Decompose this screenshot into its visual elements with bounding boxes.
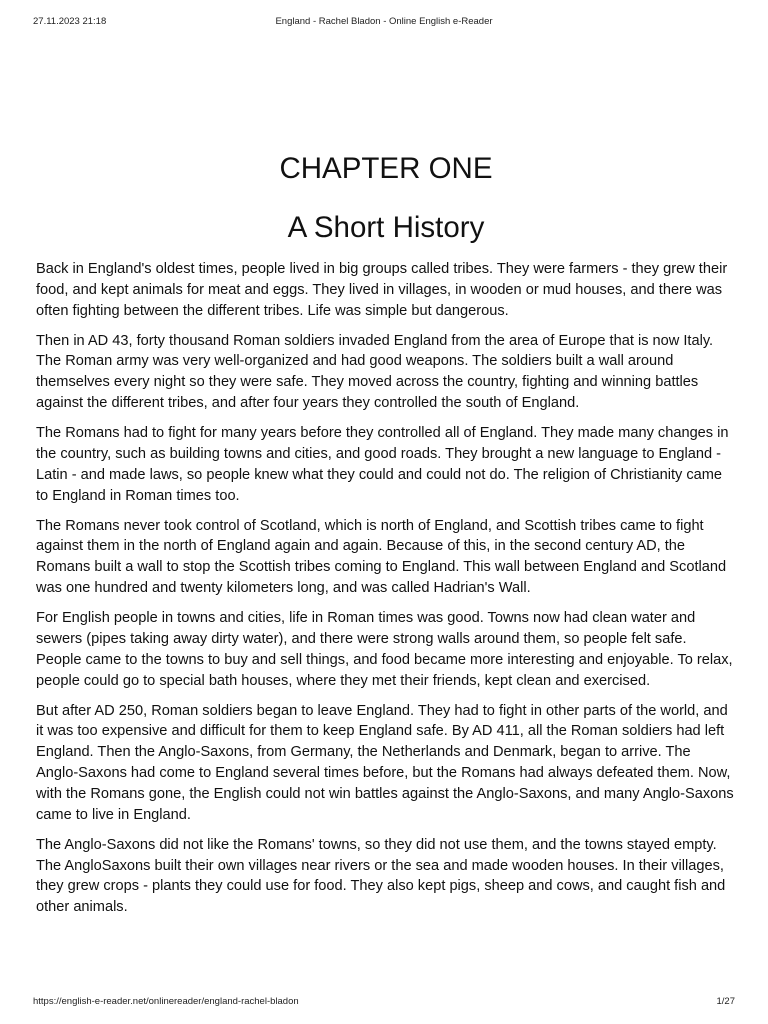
paragraph-7: The Anglo-Saxons did not like the Romans' towns, so they did not use them, and the towns stayed empty. The AngloSaxons built their own villages near rivers or the sea and made wooden houses. In their villages, they grew crops - plants they could use for food. They also kept pigs, sheep and cows, and caught fish and other animals. [36, 836, 726, 916]
print-footer [33, 996, 735, 1010]
chapter-subtitle: A Short History [287, 211, 485, 244]
chapter-heading: CHAPTER ONE [279, 152, 493, 185]
reader-content [36, 148, 736, 927]
paragraph-2: Then in AD 43, forty thousand Roman soldiers invaded England from the area of Europe that is now Italy. The Roman army was very well-organized and had good weapons. The soldiers built a wall around themselves every night so they were safe. They moved across the country, fighting and winning battles against the different tribes, and after four years they controlled the south of England. [36, 332, 714, 412]
document-title: England - Rachel Bladon - Online English e-Reader [275, 16, 493, 27]
paragraph-1: Back in England's oldest times, people lived in big groups called tribes. They were farmers - they grew their food, and kept animals for meat and eggs. They lived in villages, in wooden or mud houses, and there was often fighting between the different tribes. Life was simple but dangerous. [36, 261, 728, 319]
page-url: https://english-e-reader.net/onlinereader/england-rachel-bladon [33, 996, 299, 1007]
paragraph-6: But after AD 250, Roman soldiers began to leave England. They had to fight in other parts of the world, and it was too expensive and difficult for them to keep England safe. By AD 411, all the Roman soldiers had left England. Then the Anglo-Saxons, from Germany, the Netherlands and Denmark, began to arrive. The Anglo-Saxons had come to England several times before, but the Romans had always defeated them. Now, with the Romans gone, the English could not win battles against the Anglo-Saxons, and many Anglo-Saxons came to live in England. [36, 702, 734, 823]
paragraph-4: The Romans never took control of Scotland, which is north of England, and Scottish tribes came to fight against them in the north of England again and again. Because of this, in the second century AD, the Romans built a wall to stop the Scottish tribes coming to England. This wall between England and Scotland was one hundred and twenty kilometers long, and was called Hadrian's Wall. [36, 517, 727, 597]
paragraph-3: The Romans had to fight for many years before they controlled all of England. They made many changes in the country, such as building towns and cities, and good roads. They brought a new language to England - Latin - and made laws, so people knew what they could and could not do. The religion of Christianity came to England in Roman times too. [36, 425, 729, 504]
page-number: 1/27 [716, 996, 735, 1007]
print-header [33, 16, 735, 30]
paragraph-5: For English people in towns and cities, life in Roman times was good. Towns now had clean water and sewers (pipes taking away dirty water), and there were strong walls around them, so people felt safe. People came to the towns to buy and sell things, and food became more interesting and enjoyable. To relax, people could go to special bath houses, where they met their friends, kept clean and exercised. [36, 610, 733, 689]
print-date: 27.11.2023 21:18 [33, 16, 107, 27]
